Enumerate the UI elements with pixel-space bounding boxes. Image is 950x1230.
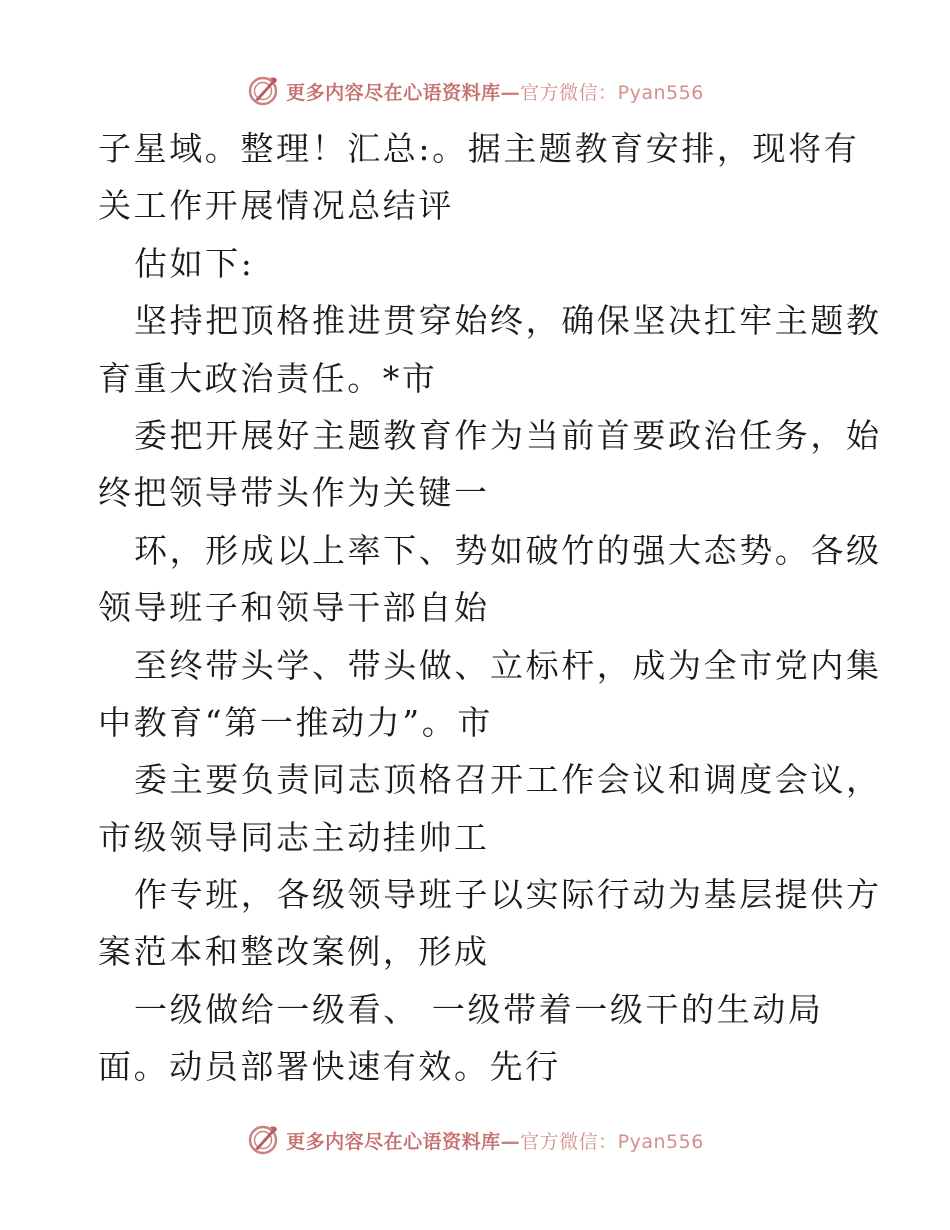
text-line: 一级做给一级看、 一级带着一级干的生动局: [134, 989, 824, 1029]
watermark-contact: 官方微信：Pyan556: [520, 1130, 704, 1153]
text-line: 子星域。整理！汇总:。据主题教育安排，现将有: [98, 129, 860, 168]
text-line: 坚持把顶格推进贯穿始终，确保坚决扛牢主题教: [134, 301, 882, 341]
quill-pen-seal-icon: [246, 1123, 280, 1157]
text-line: 领导班子和领导干部自始: [98, 588, 490, 628]
watermark-contact: 官方微信：Pyan556: [520, 81, 704, 104]
watermark-brand: 更多内容尽在心语资料库: [286, 1130, 501, 1153]
text-line: 案范本和整改案例，形成: [98, 932, 490, 972]
text-line: 环，形成以上率下、势如破竹的强大态势。各级: [134, 530, 882, 570]
text-line: 作专班，各级领导班子以实际行动为基层提供方: [134, 875, 882, 915]
text-line: 面。动员部署快速有效。先行: [98, 1047, 561, 1087]
watermark-brand: 更多内容尽在心语资料库: [286, 81, 501, 104]
quill-pen-seal-icon: [246, 74, 280, 108]
text-line: 委主要负责同志顶格召开工作会议和调度会议，: [134, 760, 882, 800]
watermark-separator: —: [500, 81, 521, 104]
document-body: [98, 120, 882, 1096]
footer-watermark: [0, 1120, 950, 1160]
text-line: 关工作开展情况总结评: [98, 186, 454, 226]
header-watermark: [0, 71, 950, 111]
text-line: 至终带头学、带头做、立标杆，成为全市党内集: [134, 645, 882, 685]
text-line: 终把领导带头作为关键一: [98, 473, 490, 513]
watermark-separator: —: [500, 1130, 521, 1153]
text-line: 委把开展好主题教育作为当前首要政治任务，始: [134, 415, 882, 455]
text-line: 育重大政治责任。*市: [98, 358, 438, 398]
text-line: 市级领导同志主动挂帅工: [98, 817, 490, 857]
text-line: 中教育“第一推动力”。市: [98, 702, 493, 742]
text-line: 估如下:: [134, 243, 255, 283]
watermark-text: [286, 78, 704, 105]
watermark-text: [286, 1127, 704, 1154]
